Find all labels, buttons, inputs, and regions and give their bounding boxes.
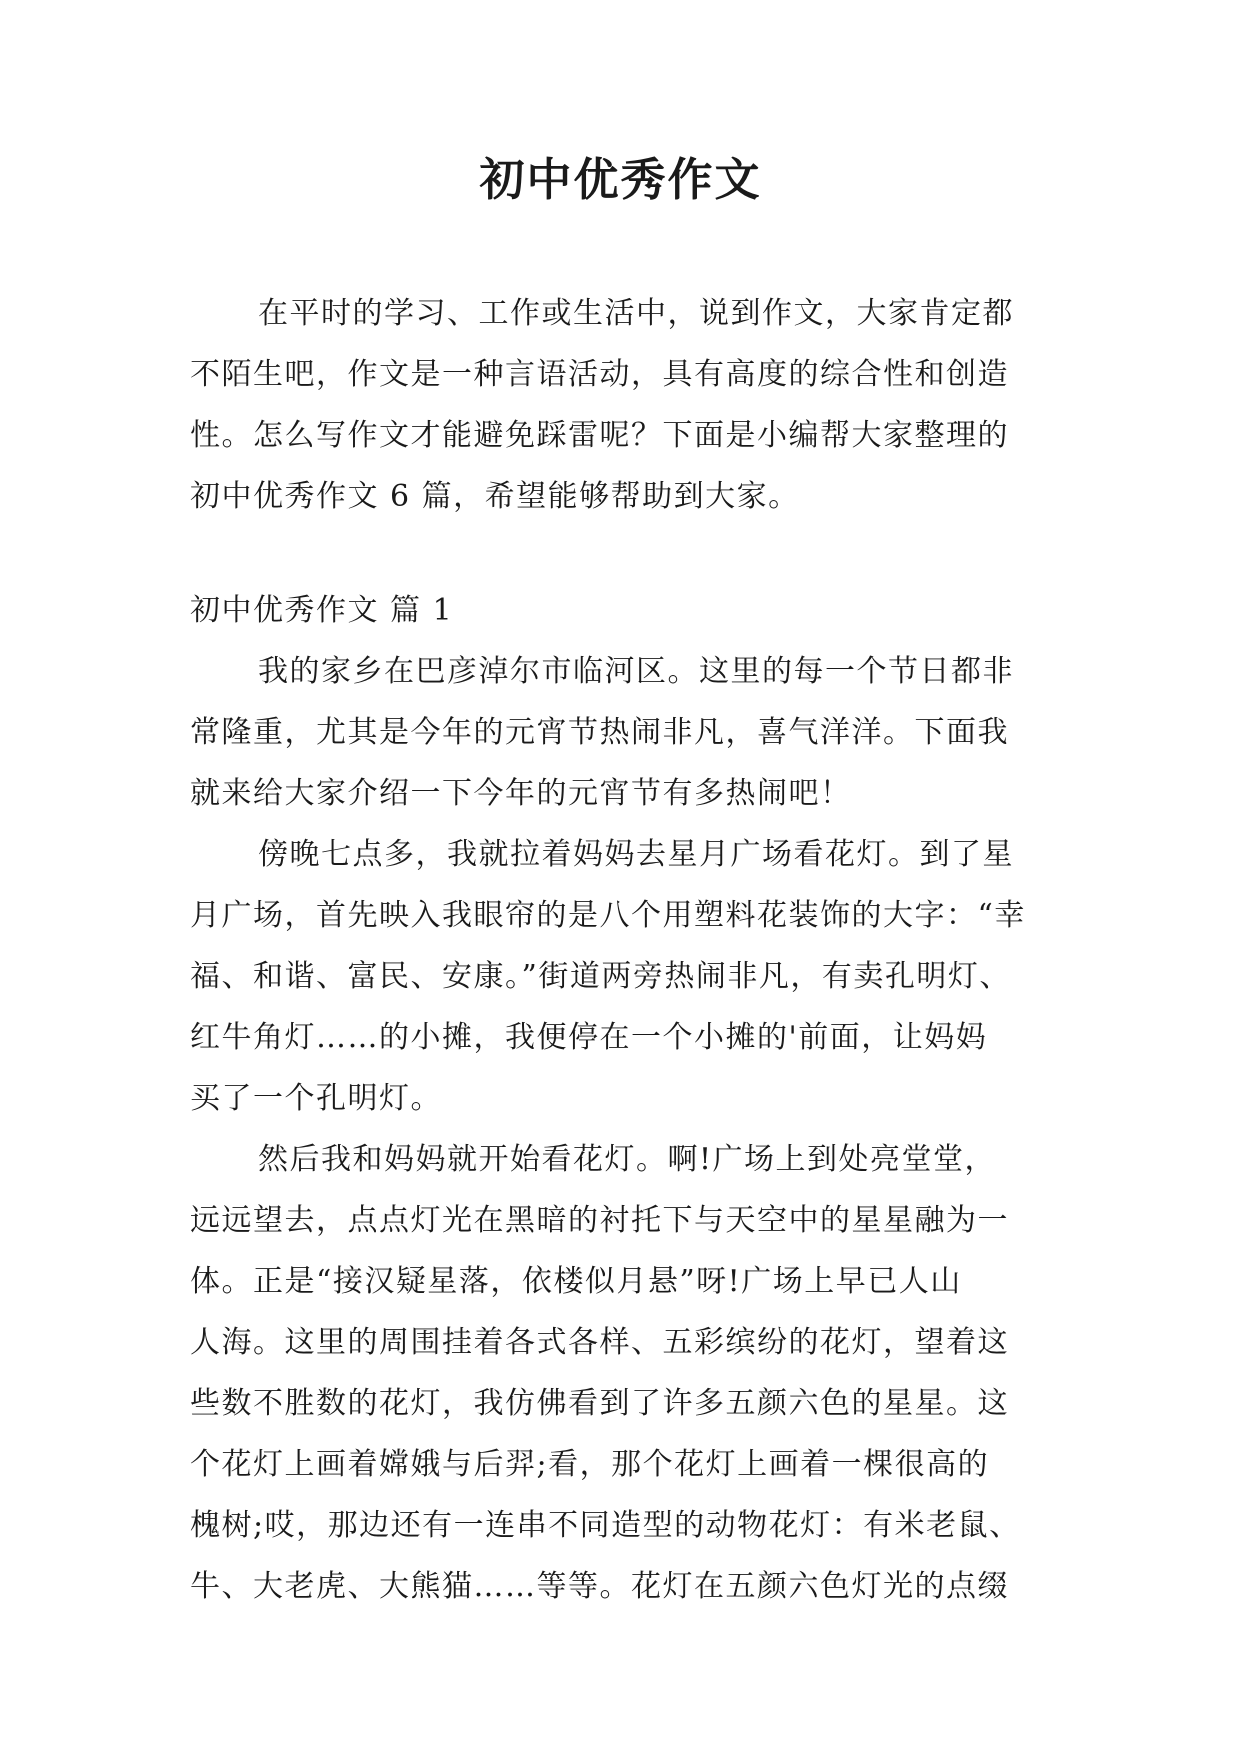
text-line: 槐树;哎，那边还有一连串不同造型的动物花灯：有米老鼠、 bbox=[190, 1508, 1021, 1543]
text-line: 体。正是“接汉疑星落，依楼似月悬”呀!广场上早已人山 bbox=[190, 1264, 962, 1299]
text-line: 些数不胜数的花灯，我仿佛看到了许多五颜六色的星星。这 bbox=[190, 1386, 1009, 1421]
text-line: 然后我和妈妈就开始看花灯。啊!广场上到处亮堂堂， bbox=[258, 1142, 997, 1177]
paragraph bbox=[190, 824, 1070, 1129]
text-line: 初中优秀作文 6 篇，希望能够帮助到大家。 bbox=[190, 479, 800, 514]
text-line: 常隆重，尤其是今年的元宵节热闹非凡，喜气洋洋。下面我 bbox=[190, 715, 1009, 750]
section-heading: 初中优秀作文 篇 1 bbox=[190, 593, 454, 628]
text-line: 不陌生吧，作文是一种言语活动，具有高度的综合性和创造 bbox=[190, 357, 1009, 392]
document-title: 初中优秀作文 bbox=[479, 153, 762, 206]
paragraph bbox=[190, 641, 1070, 824]
essay-section bbox=[190, 580, 1070, 1617]
text-line: 月广场，首先映入我眼帘的是八个用塑料花装饰的大字：“幸 bbox=[190, 898, 1026, 933]
text-line: 福、和谐、富民、安康。”街道两旁热闹非凡，有卖孔明灯、 bbox=[190, 959, 1011, 994]
text-line: 个花灯上画着嫦娥与后羿;看，那个花灯上画着一棵很高的 bbox=[190, 1447, 990, 1482]
text-line: 红牛角灯……的小摊，我便停在一个小摊的'前面，让妈妈 bbox=[190, 1020, 988, 1055]
text-line: 性。怎么写作文才能避免踩雷呢？下面是小编帮大家整理的 bbox=[190, 418, 1009, 453]
text-line: 傍晚七点多，我就拉着妈妈去星月广场看花灯。到了星 bbox=[258, 837, 1014, 872]
text-line: 我的家乡在巴彦淖尔市临河区。这里的每一个节日都非 bbox=[258, 654, 1014, 689]
paragraph bbox=[190, 1129, 1070, 1617]
text-line: 人海。这里的周围挂着各式各样、五彩缤纷的花灯，望着这 bbox=[190, 1325, 1009, 1360]
text-line: 在平时的学习、工作或生活中，说到作文，大家肯定都 bbox=[258, 296, 1014, 331]
text-line: 远远望去，点点灯光在黑暗的衬托下与天空中的星星融为一 bbox=[190, 1203, 1009, 1238]
text-line: 买了一个孔明灯。 bbox=[190, 1081, 442, 1116]
text-line: 就来给大家介绍一下今年的元宵节有多热闹吧！ bbox=[190, 776, 852, 811]
intro-paragraph bbox=[190, 283, 1070, 527]
text-line: 牛、大老虎、大熊猫……等等。花灯在五颜六色灯光的点缀 bbox=[190, 1569, 1009, 1604]
